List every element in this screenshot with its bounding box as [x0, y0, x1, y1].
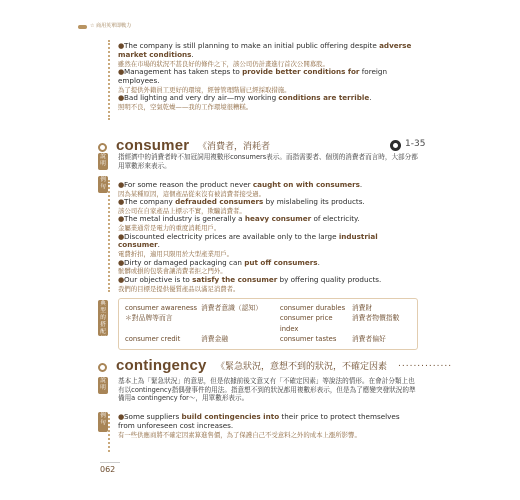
example-translation: 照明不良，空氣乾燥——我的工作環境很糟糕。: [118, 102, 253, 111]
highlight-phrase: heavy consumer: [244, 214, 312, 224]
example-text: of electricity.: [311, 214, 360, 224]
example-sentence: [118, 42, 418, 68]
example-text: Our objective is to: [124, 274, 193, 284]
example-text: their price to protect themselves from unforeseen cost increases.: [118, 412, 400, 430]
example-translation: 有一些供應商將不確定因素算進售價，為了保護自己不受意料之外的成本上漲所影響。: [118, 430, 361, 439]
example-translation: 金屬業通常是電力的重度消耗用戶。: [118, 224, 221, 233]
collocation-cell: 消費者物價指數: [351, 314, 400, 323]
example-text: .: [157, 240, 160, 250]
left-dotted-rule-consumer: [108, 180, 115, 292]
consumer-examples: [118, 181, 418, 293]
contingency-description: 基本上為「緊急狀況」的意思，但是依據前後文意又有「不確定因素」等說法的情形。在會計分類上也有以contingency指偶發事件的用法。指意想不到的狀況都用複數形表示，但是為了應變突發狀況的準備用a contingency for～，用單數形表示。: [118, 377, 416, 403]
example-english: [118, 42, 418, 60]
highlight-phrase: satisfy the consumer: [192, 274, 278, 284]
example-sentence: [118, 215, 418, 232]
collocation-cell: consumer awareness: [125, 304, 198, 312]
collocation-tab: 典型的搭配詞: [98, 300, 108, 336]
collocation-cell: 消費財: [351, 304, 373, 312]
collocation-cell: 消費者偏好: [351, 335, 386, 344]
example-sentence: [118, 94, 418, 111]
example-tab: 例句: [98, 412, 108, 432]
entry-gloss: 《消費者，消耗者: [198, 142, 271, 152]
bullet-icon: ●: [118, 214, 125, 224]
collocation-cell: [201, 313, 280, 334]
example-translation: 該公司在自家產品上標示不實，欺騙消費者。: [118, 207, 246, 215]
example-text: Bad lighting and very dry air—my working: [124, 93, 279, 102]
example-sentence: [118, 181, 418, 198]
entry-contingency-header: [98, 356, 453, 376]
example-english: [118, 215, 418, 224]
collocation-row: [125, 303, 411, 313]
example-text: Dirty or damaged packaging can: [124, 257, 245, 267]
entry-word: consumer: [116, 137, 190, 154]
collocation-cell: consumer tastes: [279, 335, 337, 344]
entry-marker-icon: [98, 143, 107, 152]
example-translation: 我們的目標是提供優質產品以滿足消費者。: [118, 284, 240, 293]
highlight-phrase: adverse market conditions: [118, 41, 412, 59]
bullet-icon: ●: [118, 93, 125, 102]
collocation-cell: 消費者意識（認知）: [200, 304, 263, 312]
bullet-icon: ●: [118, 197, 125, 207]
example-tab: 例句: [98, 176, 108, 193]
left-dotted-rule-top: [108, 40, 115, 120]
bullet-icon: ●: [118, 67, 125, 76]
left-dotted-rule-contingency: [108, 414, 115, 452]
example-text: foreign employees.: [118, 67, 388, 85]
example-english: [118, 198, 418, 207]
collocation-cell: consumer durables: [279, 304, 346, 312]
example-text: Some suppliers: [124, 412, 182, 421]
example-text: .: [369, 93, 372, 102]
bullet-icon: ●: [118, 257, 125, 267]
contingency-examples: [118, 413, 418, 439]
example-text: The company is still planning to make an initial public offering despite: [124, 41, 380, 50]
collocation-cell: consumer price index: [279, 314, 333, 333]
example-text: Discounted electricity prices are available only to the large: [124, 231, 339, 241]
bullet-icon: ●: [118, 412, 125, 421]
entry-marker-icon: [98, 363, 107, 372]
consumer-description: 指經濟中的消費者時不加冠詞用複數形consumers表示。而指需要者、個別的消費者而言時，大部分都用單數形來表示。: [118, 153, 418, 170]
example-english: [118, 181, 418, 190]
highlight-phrase: put off consumers: [244, 257, 318, 267]
highlight-phrase: provide better conditions for: [242, 67, 360, 76]
bullet-icon: ●: [118, 231, 125, 241]
example-english: [118, 276, 418, 285]
collocation-box: [118, 298, 418, 350]
example-text: Management has taken steps to: [124, 67, 243, 76]
top-examples: [118, 42, 418, 111]
highlight-phrase: build contingencies into: [181, 412, 280, 421]
collocation-row: [125, 334, 411, 344]
running-head-text: ☆ 商用英單即戰力: [90, 23, 132, 29]
example-text: The company: [124, 197, 176, 207]
highlight-phrase: conditions are terrible: [278, 93, 370, 102]
highlight-phrase: defrauded consumers: [175, 197, 264, 207]
desc-tab: 說明: [98, 377, 108, 394]
bullet-icon: ●: [118, 41, 125, 50]
collocation-cell: consumer credit: [125, 335, 181, 344]
example-english: [118, 68, 418, 86]
example-text: .: [359, 180, 363, 189]
example-sentence: [118, 198, 418, 215]
example-text: .: [191, 49, 194, 59]
audio-track-number: 1-35: [405, 139, 426, 149]
example-sentence: [118, 276, 418, 293]
example-translation: 骯髒或損的包裝會讓消費者拒之門外。: [118, 267, 227, 276]
example-sentence: [118, 413, 418, 439]
bullet-icon: ●: [118, 274, 125, 284]
bullet-icon: ●: [118, 180, 125, 189]
example-translation: 雖然在市場的狀況不甚良好的條件之下，該公司仍計畫進行首次公開募股。: [118, 59, 329, 68]
example-sentence: [118, 68, 418, 94]
running-head: [78, 22, 488, 32]
highlight-phrase: industrial consumer: [118, 231, 378, 250]
example-text: by offering quality products.: [277, 274, 382, 284]
example-translation: 因為某種原因，這個產品從來沒有被消費者接受過。: [118, 189, 265, 198]
highlight-phrase: caught on with consumers: [252, 180, 360, 189]
collocation-row: [125, 313, 411, 334]
entry-gloss: 《緊急狀況，意想不到的狀況，不確定因素: [216, 362, 388, 372]
audio-cd-icon[interactable]: [390, 140, 401, 151]
entry-dots: ..............: [398, 359, 453, 369]
collocation-cell: 消費金融: [200, 335, 229, 344]
example-text: by mislabeling its products.: [263, 197, 365, 207]
collocation-cell: ＊對品牌等而言: [125, 314, 173, 323]
example-translation: 電費折扣，適用只限用於大型產業用戶。: [118, 250, 234, 259]
example-translation: 為了提供外籍員工更好的環境，經營管理階層已經採取措施。: [118, 85, 291, 94]
example-english: [118, 94, 418, 103]
entry-word: contingency: [116, 357, 207, 374]
example-english: [118, 413, 418, 431]
desc-tab: 說明: [98, 153, 108, 170]
running-head-bar: [78, 25, 87, 29]
example-text: The metal industry is generally a: [124, 214, 245, 224]
example-text: .: [317, 257, 320, 267]
example-sentence: [118, 259, 418, 276]
example-english: [118, 233, 418, 251]
example-sentence: [118, 233, 418, 259]
example-text: For some reason the product never: [124, 180, 253, 189]
page-number: 062: [100, 462, 120, 474]
